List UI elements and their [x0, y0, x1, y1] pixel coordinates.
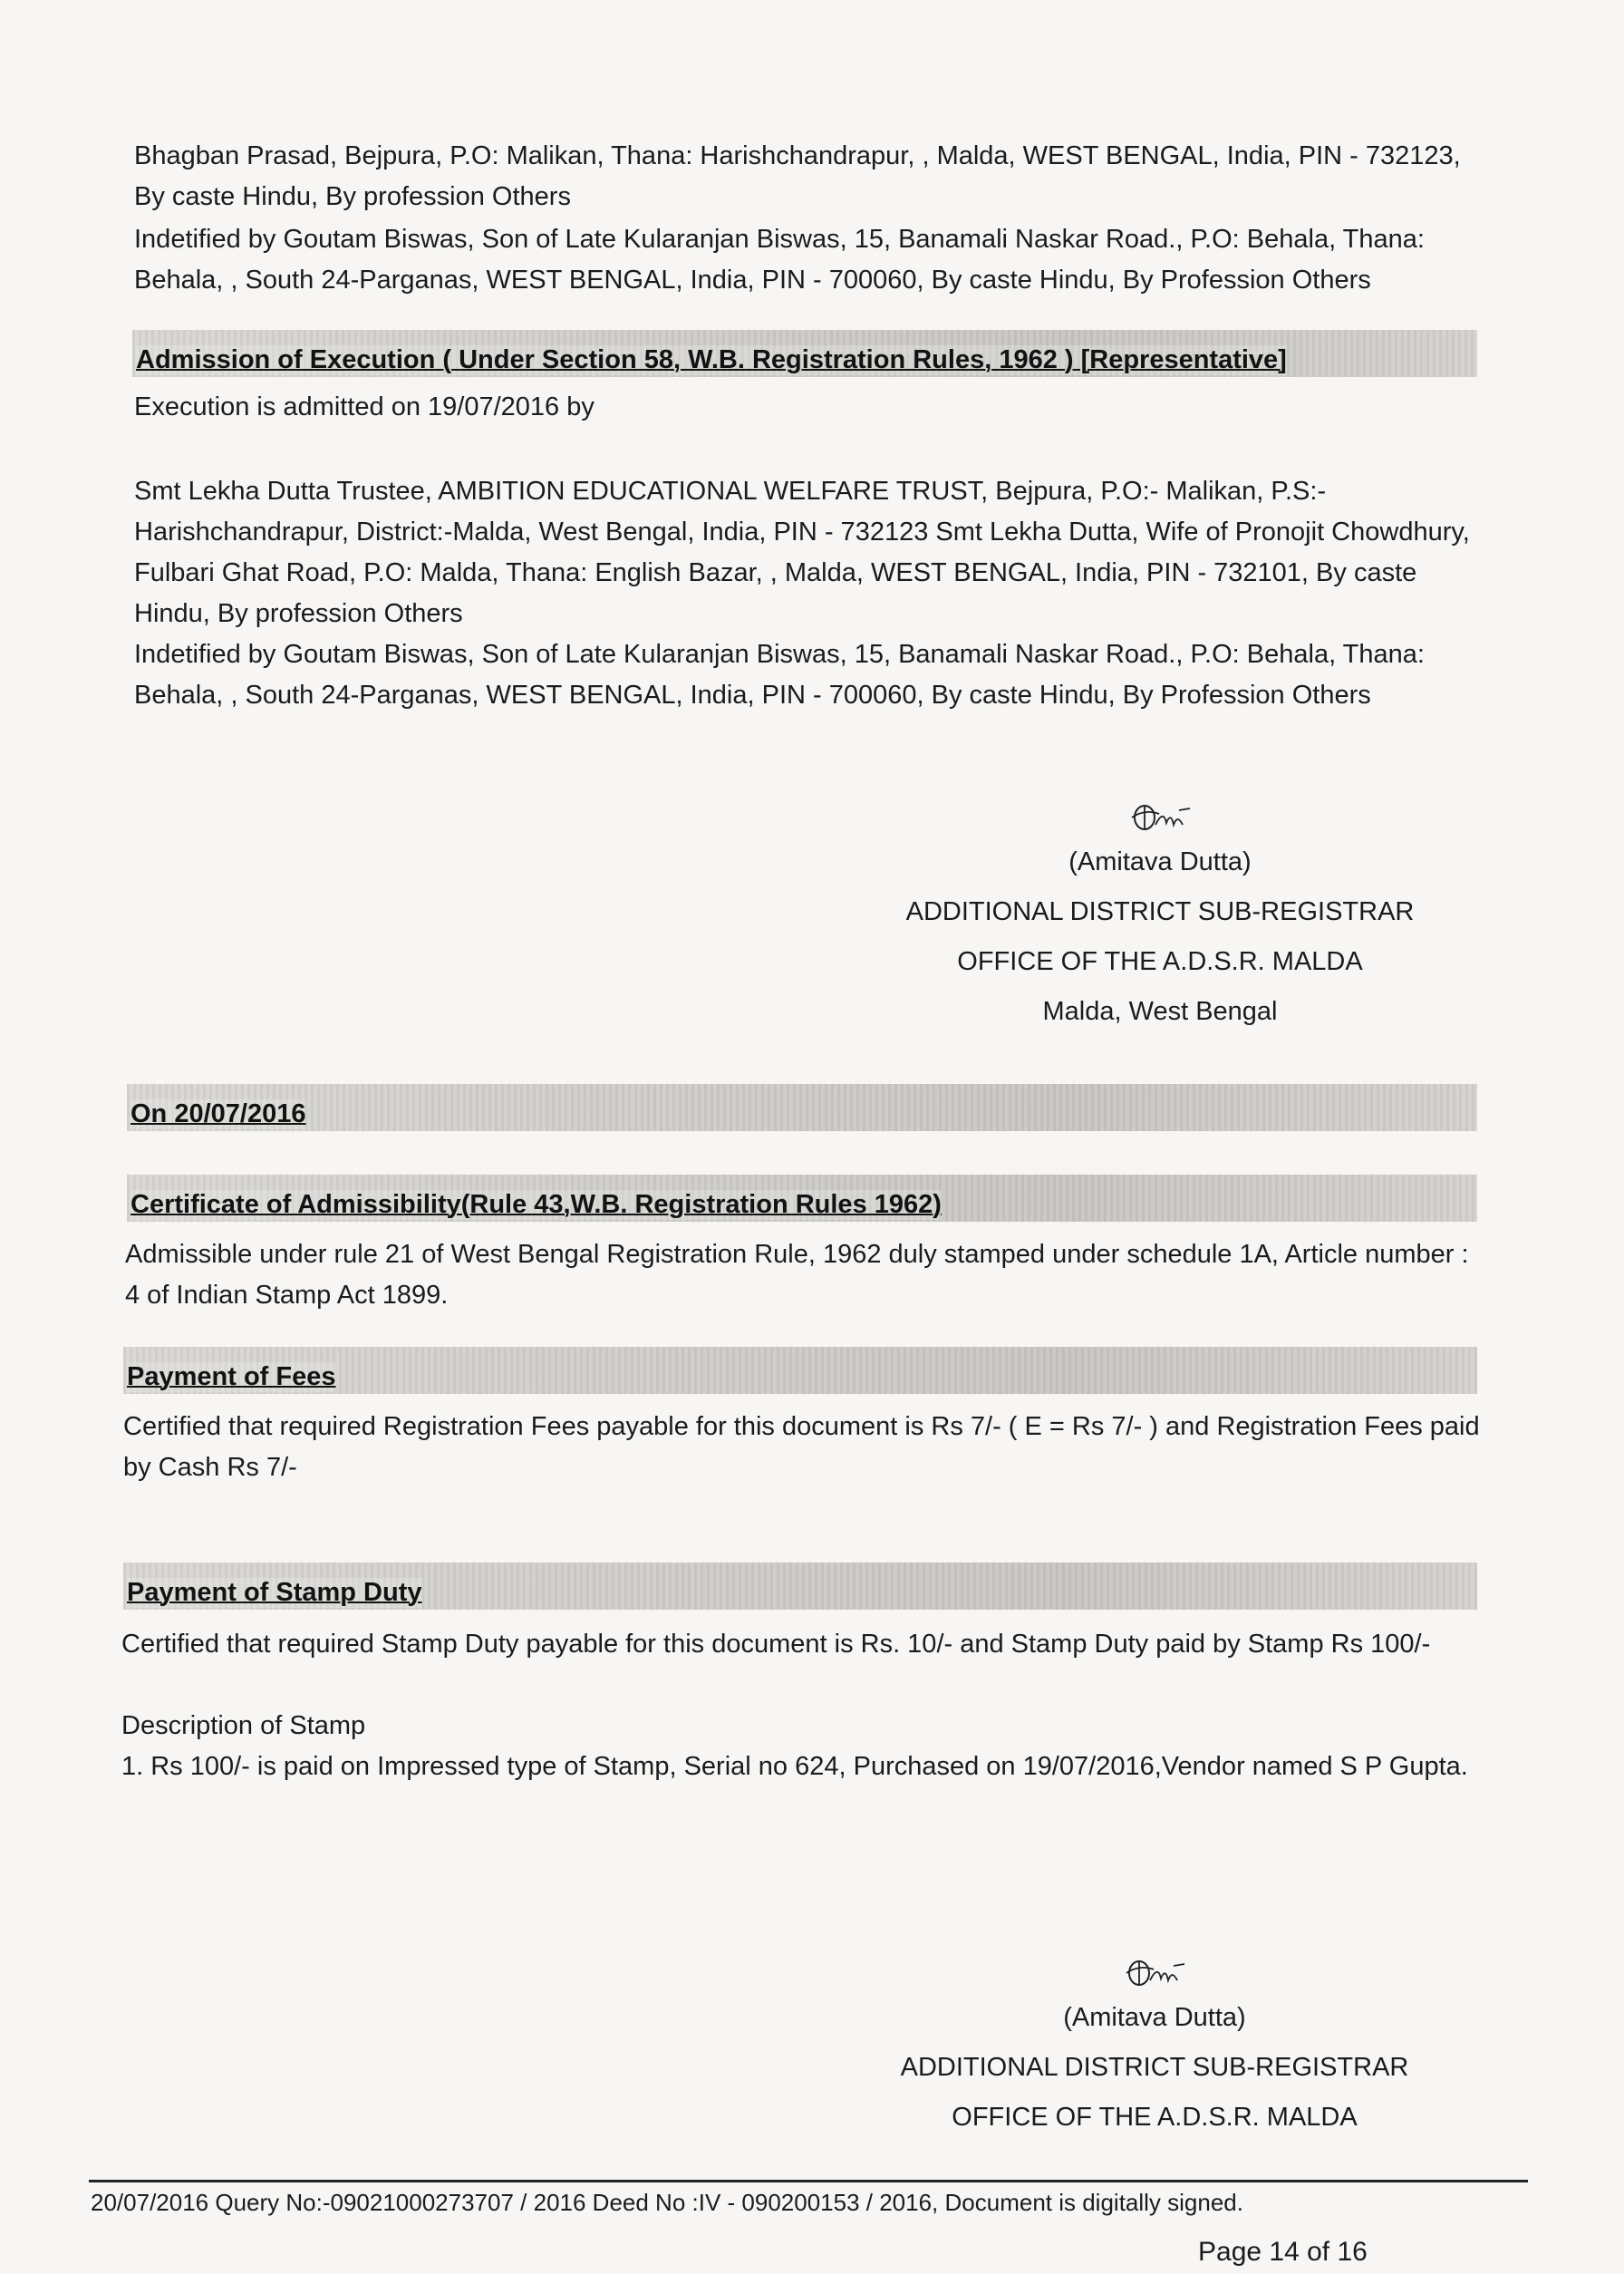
certificate-body	[125, 1234, 1484, 1316]
signatory-name: (Amitava Dutta)	[1068, 847, 1252, 876]
admission-identified: Indetified by Goutam Biswas, Son of Late Kularanjan Biswas, 15, Banamali Naskar Road., P.O: Behala, Thana: Behala, , South 24-Parganas, WEST BENGAL, India, PIN - 700060, By caste Hindu, By Profession Others	[134, 640, 1425, 710]
certificate-band	[127, 1175, 1477, 1222]
executant-details: Smt Lekha Dutta Trustee, AMBITION EDUCATIONAL WELFARE TRUST, Bejpura, P.O:- Malikan, P.S:- Harishchandrapur, District:-Malda, West Bengal, India, PIN - 732123 Smt Lekha Dutta, Wife of Pronojit Chowdhury, Fulbari Ghat Road, P.O: Malda, Thana: English Bazar, , Malda, WEST BENGAL, India, PIN - 732101, By caste Hindu, By profession Others	[134, 477, 1470, 628]
identifier-details: Indetified by Goutam Biswas, Son of Late Kularanjan Biswas, 15, Banamali Naskar Road., P.O: Behala, Thana: Behala, , South 24-Parganas, WEST BENGAL, India, PIN - 700060, By caste Hindu, By Profession Others	[134, 225, 1425, 295]
signatory-title: ADDITIONAL DISTRICT SUB-REGISTRAR	[900, 2053, 1409, 2082]
page-number: Page 14 of 16	[1198, 2237, 1368, 2267]
date-band	[127, 1084, 1477, 1131]
signatory-name: (Amitava Dutta)	[1063, 2003, 1246, 2032]
admission-intro-block	[134, 387, 1494, 428]
signatory-office: OFFICE OF THE A.D.S.R. MALDA	[957, 947, 1363, 976]
signatory-title: ADDITIONAL DISTRICT SUB-REGISTRAR	[905, 897, 1415, 926]
fees-heading: Payment of Fees	[127, 1362, 336, 1391]
footer-query: 20/07/2016 Query No:-09021000273707 / 2016 Deed No :IV - 090200153 / 2016, Document is digitally signed.	[91, 2189, 1243, 2216]
stamp-description-item: 1. Rs 100/- is paid on Impressed type of Stamp, Serial no 624, Purchased on 19/07/2016,Vendor named S P Gupta.	[121, 1752, 1468, 1781]
certificate-text: Admissible under rule 21 of West Bengal Registration Rule, 1962 duly stamped under schedule 1A, Article number : 4 of Indian Stamp Act 1899.	[125, 1240, 1469, 1310]
stamp-description-heading: Description of Stamp	[121, 1711, 366, 1740]
stamp-duty-text: Certified that required Stamp Duty payable for this document is Rs. 10/- and Stamp Duty paid by Stamp Rs 100/-	[121, 1630, 1431, 1659]
signature-block-2	[837, 1953, 1472, 2143]
signature-block-1	[843, 798, 1477, 1037]
footer-divider	[89, 2180, 1528, 2182]
fees-body	[123, 1407, 1483, 1488]
admission-heading: Admission of Execution ( Under Section 58, W.B. Registration Rules, 1962 ) [Representative]	[136, 345, 1287, 374]
stamp-duty-band	[123, 1563, 1477, 1610]
admission-intro: Execution is admitted on 19/07/2016 by	[134, 392, 594, 421]
fees-text: Certified that required Registration Fees payable for this document is Rs 7/- ( E = Rs 7/- ) and Registration Fees paid by Cash Rs 7/-	[123, 1412, 1480, 1482]
signatory-office: OFFICE OF THE A.D.S.R. MALDA	[952, 2103, 1358, 2132]
signature-mark	[1119, 798, 1201, 837]
stamp-duty-heading: Payment of Stamp Duty	[127, 1578, 422, 1607]
certificate-heading: Certificate of Admissibility(Rule 43,W.B. Registration Rules 1962)	[130, 1190, 942, 1219]
fees-band	[123, 1347, 1477, 1394]
date-heading: On 20/07/2016	[130, 1099, 306, 1128]
admission-band	[132, 330, 1477, 377]
stamp-duty-body	[121, 1624, 1481, 1787]
signatory-place: Malda, West Bengal	[1042, 997, 1278, 1026]
person-details: Bhagban Prasad, Bejpura, P.O: Malikan, Thana: Harishchandrapur, , Malda, WEST BENGAL, India, PIN - 732123, By caste Hindu, By profession Others	[134, 141, 1461, 211]
admission-details	[134, 471, 1494, 716]
top-block	[134, 136, 1494, 301]
signature-mark	[1114, 1953, 1195, 1993]
